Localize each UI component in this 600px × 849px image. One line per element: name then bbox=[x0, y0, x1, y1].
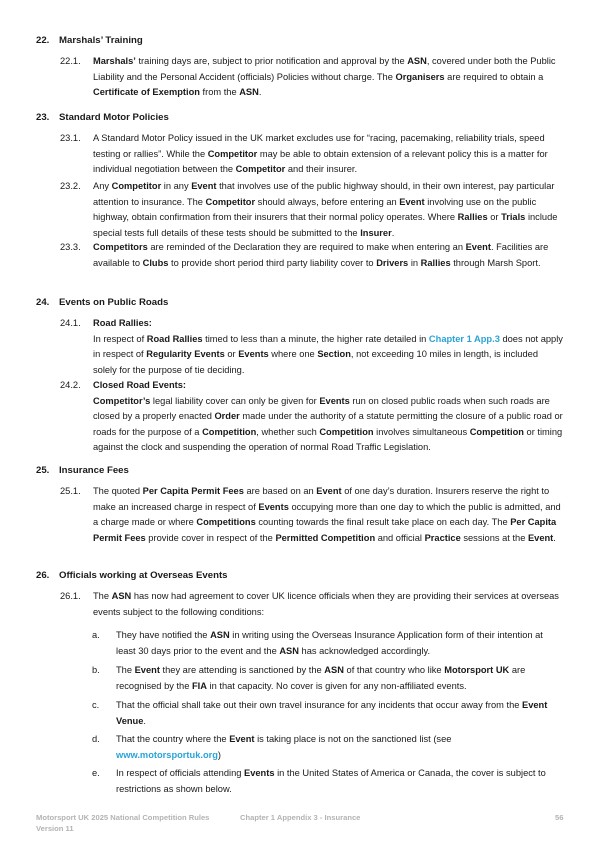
text-run: in the United States of America or Canada, the cover is subject to restrictions as shown below. bbox=[116, 768, 546, 794]
footer-chapter: Chapter 1 Appendix 3 - Insurance bbox=[240, 813, 361, 822]
reference-link[interactable]: Chapter 1 App.3 bbox=[428, 333, 500, 344]
defined-term: Competitor’s bbox=[93, 395, 151, 406]
text-run: should always, before entering an bbox=[255, 196, 400, 207]
defined-term: Event bbox=[229, 734, 255, 744]
condition-text bbox=[116, 698, 563, 729]
clause-number: 26.1. bbox=[60, 591, 81, 601]
clause-number: 25.1. bbox=[60, 486, 81, 496]
clause-subheading: Road Rallies: bbox=[93, 318, 152, 328]
condition-text bbox=[116, 628, 563, 659]
defined-term: Event bbox=[316, 486, 342, 496]
section-title: Standard Motor Policies bbox=[59, 112, 169, 123]
clause-number: 23.2. bbox=[60, 181, 81, 191]
text-run: from the bbox=[199, 87, 240, 97]
clause-24-1 bbox=[60, 316, 563, 378]
defined-term: Drivers bbox=[376, 257, 409, 268]
defined-term: Event Venue bbox=[116, 700, 548, 726]
footer-rules-title: Motorsport UK 2025 National Competition Rules bbox=[36, 813, 210, 822]
condition-text bbox=[116, 766, 563, 797]
text-run: . bbox=[258, 87, 262, 97]
defined-term: Rallies bbox=[457, 212, 488, 222]
text-run: That the official shall take out their own travel insurance for any incidents that occur away from the bbox=[116, 700, 522, 710]
condition-b bbox=[92, 663, 563, 694]
defined-term: FIA bbox=[191, 680, 207, 691]
text-run: The bbox=[93, 591, 112, 601]
condition-d bbox=[92, 732, 563, 763]
defined-term: Section bbox=[317, 349, 351, 359]
text-run: run on closed public roads when such roads are closed by a properly enacted bbox=[93, 395, 550, 421]
condition-c bbox=[92, 698, 563, 729]
clause-number: 23.1. bbox=[60, 133, 81, 143]
clause-text bbox=[93, 240, 563, 271]
defined-term: Organisers bbox=[395, 71, 445, 82]
text-run: or bbox=[224, 349, 239, 359]
text-run: involving use on the public highway, obtain confirmation from their insurers that their normal policy operates. Where bbox=[93, 196, 537, 222]
defined-term: Practice bbox=[424, 532, 461, 543]
condition-letter: e. bbox=[92, 768, 100, 778]
clause-text bbox=[93, 332, 563, 379]
footer-version: Version 11 bbox=[36, 824, 74, 833]
clause-number: 24.1. bbox=[60, 318, 81, 328]
section-heading-23 bbox=[36, 112, 169, 124]
defined-term: Competition bbox=[469, 426, 524, 437]
section-number: 24. bbox=[36, 297, 50, 308]
defined-term: Events bbox=[258, 501, 289, 512]
text-run: or bbox=[487, 212, 502, 222]
reference-link[interactable]: www.motorsportuk.org bbox=[116, 749, 218, 760]
clause-number: 23.3. bbox=[60, 242, 81, 252]
defined-term: Events bbox=[238, 349, 269, 359]
condition-text bbox=[116, 732, 476, 763]
text-run: , covered under both the Public Liability and the Personal Accident (officials) Policies without charge. The bbox=[93, 56, 556, 82]
defined-term: Motorsport UK bbox=[444, 665, 510, 675]
condition-letter: b. bbox=[92, 665, 100, 675]
defined-term: Events bbox=[244, 768, 275, 778]
clause-23-2 bbox=[60, 179, 563, 241]
text-run: . bbox=[391, 227, 395, 238]
section-heading-25 bbox=[36, 465, 129, 477]
text-run: , not exceeding 10 miles in length, is included solely for the purpose of tie deciding. bbox=[93, 349, 538, 375]
defined-term: Event bbox=[527, 532, 554, 543]
defined-term: Competition bbox=[202, 426, 257, 437]
text-run: are recognised by the bbox=[116, 665, 526, 691]
defined-term: Competitor bbox=[205, 196, 256, 207]
defined-term: ASN bbox=[239, 87, 259, 97]
defined-term: Competition bbox=[319, 426, 374, 437]
text-run: In respect of bbox=[93, 333, 147, 344]
defined-term: ASN bbox=[324, 665, 344, 675]
section-title: Events on Public Roads bbox=[59, 297, 169, 308]
defined-term: Competitor bbox=[207, 148, 258, 159]
text-run: sessions at the bbox=[460, 532, 528, 543]
text-run: In respect of officials attending bbox=[116, 768, 244, 778]
text-run: made under the authority of a statute permitting the closure of a public road or roads for the purpose of a bbox=[93, 411, 563, 437]
clause-text bbox=[93, 394, 563, 456]
text-run: timed to less than a minute, the higher rate detailed in bbox=[202, 333, 429, 344]
defined-term: Competitions bbox=[196, 517, 256, 527]
clause-text bbox=[93, 179, 563, 241]
defined-term: Marshals’ bbox=[93, 56, 136, 66]
text-run: involves simultaneous bbox=[373, 426, 470, 437]
defined-term: Regularity Events bbox=[146, 349, 225, 359]
text-run: in any bbox=[161, 181, 192, 191]
defined-term: Per Capita Permit Fees bbox=[93, 517, 557, 543]
defined-term: Clubs bbox=[142, 257, 169, 268]
text-run: that involves use of the public highway should, in their own interest, pay particular attention to insurance. The bbox=[93, 181, 555, 207]
section-number: 23. bbox=[36, 112, 50, 123]
section-number: 22. bbox=[36, 35, 50, 46]
condition-a bbox=[92, 628, 563, 659]
text-run: in writing using the Overseas Insurance Application form of their intention at least 30 days prior to the event and the bbox=[116, 630, 543, 656]
text-run: may be able to obtain extension of a relevant policy this is a matter for individual negotiation between the bbox=[93, 148, 548, 174]
text-run: has acknowledged accordingly. bbox=[298, 645, 431, 656]
text-run: of that country who like bbox=[343, 665, 445, 675]
defined-term: Event bbox=[465, 242, 491, 252]
footer-left bbox=[36, 812, 209, 834]
section-heading-26 bbox=[36, 570, 228, 582]
text-run: where one bbox=[268, 349, 318, 359]
defined-term: Competitor bbox=[235, 164, 286, 174]
defined-term: Events bbox=[319, 395, 350, 406]
text-run: and their insurer. bbox=[285, 164, 358, 174]
text-run: to provide short period third party liability cover to bbox=[168, 257, 377, 268]
clause-text bbox=[93, 589, 563, 620]
condition-letter: a. bbox=[92, 630, 100, 640]
clause-25-1 bbox=[60, 484, 563, 546]
text-run: in bbox=[408, 257, 421, 268]
text-run: and official bbox=[375, 532, 425, 543]
defined-term: ASN bbox=[279, 645, 299, 656]
text-run: training days are, subject to prior notification and approval by the bbox=[135, 56, 408, 66]
defined-term: Competitors bbox=[93, 242, 148, 252]
text-run: are reminded of the Declaration they are required to make when entering an bbox=[147, 242, 466, 252]
clause-24-2 bbox=[60, 378, 563, 456]
text-run: . bbox=[553, 532, 556, 543]
clause-subheading: Closed Road Events: bbox=[93, 380, 186, 390]
defined-term: ASN bbox=[210, 630, 230, 640]
defined-term: Insurer bbox=[360, 227, 392, 238]
defined-term: Rallies bbox=[420, 257, 451, 268]
text-run: Any bbox=[93, 181, 112, 191]
defined-term: Event bbox=[399, 196, 425, 207]
text-run: or timing against the clock and suspending the operation of normal Road Traffic Legislation. bbox=[93, 426, 563, 452]
clause-number: 22.1. bbox=[60, 56, 81, 66]
clause-number: 24.2. bbox=[60, 380, 81, 390]
condition-letter: c. bbox=[92, 700, 100, 710]
text-run: counting towards the final result take place on each day. The bbox=[255, 517, 511, 527]
clause-text bbox=[93, 54, 563, 101]
text-run: . bbox=[143, 715, 146, 726]
text-run: occupying more than one day to which the public is admitted, and a charge made or where bbox=[93, 501, 561, 527]
defined-term: Road Rallies bbox=[146, 333, 203, 344]
defined-term: Competitor bbox=[111, 181, 162, 191]
defined-term: Trials bbox=[501, 212, 526, 222]
defined-term: Event bbox=[191, 181, 217, 191]
text-run: . Facilities are available to bbox=[93, 242, 549, 268]
defined-term: ASN bbox=[111, 591, 132, 601]
defined-term: Certificate of Exemption bbox=[93, 87, 200, 97]
text-run: They have notified the bbox=[116, 630, 211, 640]
clause-26-1 bbox=[60, 589, 563, 620]
section-number: 25. bbox=[36, 465, 50, 476]
text-run: in that capacity. No cover is given for any non-affiliated events. bbox=[206, 680, 467, 691]
text-run: does not apply in respect of bbox=[93, 333, 563, 359]
text-run: A Standard Motor Policy issued in the UK market excludes use for “racing, pacemaking, reliability trials, speed testing or rallies”. While the bbox=[93, 133, 545, 159]
clause-23-1 bbox=[60, 131, 563, 178]
text-run: ) bbox=[217, 749, 222, 760]
defined-term: Order bbox=[214, 411, 240, 421]
section-title: Insurance Fees bbox=[59, 465, 129, 476]
text-run: they are attending is sanctioned by the bbox=[159, 665, 325, 675]
text-run: of one day’s duration. Insurers reserve the right to make an increased charge in respect of bbox=[93, 486, 550, 512]
condition-text bbox=[116, 663, 563, 694]
section-heading-24 bbox=[36, 297, 168, 309]
defined-term: Permitted Competition bbox=[275, 532, 376, 543]
text-run: , whether such bbox=[256, 426, 320, 437]
footer-page-number: 56 bbox=[555, 813, 564, 822]
defined-term: ASN bbox=[407, 56, 427, 66]
text-run: are required to obtain a bbox=[444, 71, 544, 82]
clause-text bbox=[93, 131, 563, 178]
condition-letter: d. bbox=[92, 734, 100, 744]
clause-22-1 bbox=[60, 54, 563, 101]
text-run: provide cover in respect of the bbox=[145, 532, 276, 543]
clause-23-3 bbox=[60, 240, 563, 271]
text-run: legal liability cover can only be given for bbox=[150, 395, 320, 406]
clause-text bbox=[93, 484, 563, 546]
section-title: Marshals’ Training bbox=[59, 35, 143, 46]
text-run: include special tests full details of these tests should be submitted to the bbox=[93, 212, 558, 238]
text-run: is taking place is not on the sanctioned list (see bbox=[254, 734, 452, 744]
text-run: The bbox=[116, 665, 135, 675]
text-run: has now had agreement to cover UK licence officials when they are providing their services at overseas events subject to the following conditions: bbox=[93, 591, 559, 617]
defined-term: Per Capita Permit Fees bbox=[142, 486, 244, 496]
section-title: Officials working at Overseas Events bbox=[59, 570, 228, 581]
defined-term: Event bbox=[134, 665, 160, 675]
text-run: That the country where the bbox=[116, 734, 230, 744]
text-run: are based on an bbox=[243, 486, 317, 496]
text-run: The quoted bbox=[93, 486, 143, 496]
condition-e bbox=[92, 766, 563, 797]
section-number: 26. bbox=[36, 570, 50, 581]
text-run: through Marsh Sport. bbox=[450, 257, 541, 268]
section-heading-22 bbox=[36, 35, 143, 47]
